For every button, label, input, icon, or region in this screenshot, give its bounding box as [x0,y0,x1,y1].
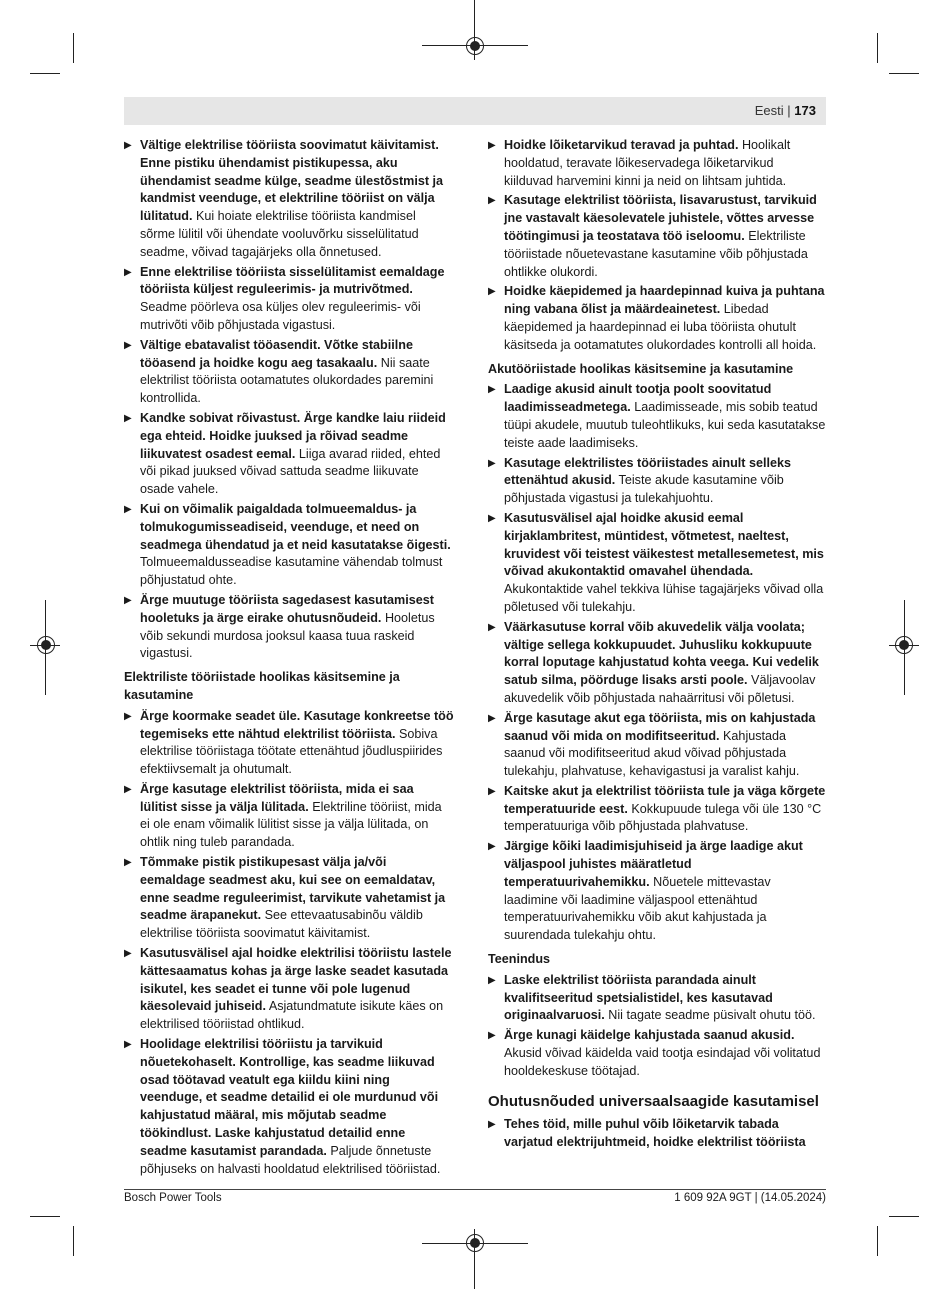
item-normal-text: Akusid võivad käidelda vaid tootja esindajad või volitatud hooldekeskuse töötajad. [504,1046,821,1078]
bullet-arrow-icon: ▶ [488,384,496,396]
item-normal-text: Nii tagate seadme püsivalt ohutu töö. [608,1008,816,1023]
item-bold-text: Hoidke käepidemed ja haardepinnad kuiva ja puhtana ning vabana õlist ja määrdeainetest. [504,284,825,317]
item-normal-text: Kokkupuude tulega või üle 130 °C temperatuuriga võib põhjustada plahvatuse. [504,801,822,834]
item-bold-text: Kasutage elektrilist tööriista, lisavarustust, tarvikuid jne vastavalt käesolevatele juhistele, võttes arvesse töötingimusi ja teostatava töö iseloomu. [504,193,817,243]
crop-mark [73,1226,74,1256]
item-normal-text: Hoolikalt hooldatud, teravate lõikeservadega lõiketarvikud kiilduvad harvemini kinni ja neid on lihtsam juhtida. [504,138,791,188]
bullet-arrow-icon: ▶ [124,339,132,351]
list-item [124,1036,454,1178]
list-item [488,838,826,945]
registration-mark-icon [895,636,913,654]
crop-mark [877,33,878,63]
list-item [488,283,826,354]
crop-mark [73,33,74,63]
footer-doc-number: 1 609 92A 9GT | (14.05.2024) [674,1192,826,1204]
list-item [124,854,454,943]
bullet-arrow-icon: ▶ [488,512,496,524]
item-bold-text: Kasutusvälisel ajal hoidke akusid eemal kirjaklambritest, müntidest, võtmetest, naeltest, kruvidest või teistest väikestest metallesemetest, mis võivad akukontaktid omavahel ühendada. [504,510,824,579]
item-bold-text: Ärge kasutage akut ega tööriista, mis on kahjustada saanud või mida on modifitseeritud. [504,710,816,743]
item-bold-text: Kasutusvälisel ajal hoidke elektrilisi tööriistu lastele kättesaamatus kohas ja ärge laske seadet kasutada isikutel, kes seadet ei tunne või pole lugenud käesolevaid juhiseid. [140,946,452,1014]
list-item [488,381,826,452]
item-normal-text: Kahjustada saanud või modifitseeritud akud võivad põhjustada tulekahju, plahvatuse, kehavigastusi ja varalist kahju. [504,728,800,779]
item-bold-text: Kaitske akut ja elektrilist tööriista tule ja väga kõrgete temperatuuride eest. [504,783,826,816]
bullet-arrow-icon: ▶ [488,974,496,986]
item-bold-text: Hoidke lõiketarvikud teravad ja puhtad. [504,138,739,152]
header-separator: | [787,103,791,118]
registration-mark-icon [37,636,55,654]
item-normal-text: Nii saate elektrilist tööriista ootamatutes olukordades paremini kontrollida. [140,355,434,406]
header-text [755,103,816,118]
crop-mark [889,1216,919,1217]
item-normal-text: Sobiva elektrilise tööriistaga töötate ettenähtud jõudluspiirides efektiivsemalt ja ohutumalt. [140,726,443,777]
item-bold-text: Kui on võimalik paigaldada tolmueemaldus- ja tolmukogumisseadiseid, veenduge, et need on seadmega ühendatud ja et neid kasutatakse õigesti. [140,501,451,552]
section-title: Teenindus [488,952,551,967]
item-normal-text: Laadimisseade, mis sobib teatud tüüpi akudele, muutub tuleohtlikuks, kui seda kasutatakse teiste aade laadimiseks. [504,400,826,450]
list-item [124,781,454,852]
bullet-arrow-icon: ▶ [124,948,132,960]
bullet-arrow-icon: ▶ [488,712,496,724]
item-bold-text: Järgige kõiki laadimisjuhiseid ja ärge laadige akut väljaspool juhistes määratletud temperatuurivahemikku. [504,839,803,889]
item-bold-text: Hoolidage elektrilisi tööriistu ja tarvikuid nõuetekohaselt. Kontrollige, kas seadme liikuvad osad töötavad veatult ega kiildu kiini ning veenduge, et seadme detailid ei ole murdunud või kahjustatud määral, mis mõjutab seadme töökindlust. Laske kahjustatud detailid enne seadme kasutamist parandada. [140,1037,439,1158]
list-item [488,455,826,508]
item-bold-text: Ärge kasutage elektrilist tööriista, mida ei saa lülitist sisse ja välja lülitada. [140,781,414,814]
item-bold-text: Kandke sobivat rõivastust. Ärge kandke laiu riideid ega ehteid. Hoidke juuksed ja rõivad seadme liikuvatest osadest eemal. [140,410,446,461]
list-item [124,410,454,499]
bullet-arrow-icon: ▶ [124,783,132,795]
list-item [124,264,454,335]
item-normal-text: Seadme pöörleva osa küljes olev reguleerimis- või mutrivõti võib põhjustada vigastusi. [140,300,421,332]
list-item [124,137,454,262]
subheading: Ohutusnõuded universaalsaagide kasutamisel [488,1092,819,1110]
bullet-arrow-icon: ▶ [124,412,132,424]
bullet-arrow-icon: ▶ [488,140,496,151]
registration-mark-icon [466,1234,484,1252]
list-item [488,972,826,1025]
item-normal-text: Asjatundmatute isikute käes on elektrilised tööriistad ohtlikud. [140,999,444,1032]
item-bold-text: Vältige elektrilise tööriista soovimatut käivitamist. Enne pistiku ühendamist pistikupessa, aku ühendamist seadme külge, seadme ülestõstmist ja kandmist veenduge, et elektriline tööriist on välja lülitatud. [140,138,444,224]
item-bold-text: Ärge muutuge tööriista sagedasest kasutamisest hooletuks ja ärge eirake ohutusnõudeid. [140,592,434,625]
item-normal-text: Libedad käepidemed ja haardepinnad ei luba tööriista ohutult käsitseda ja ootamatutes olukordades kontrolli all hoida. [504,302,817,352]
list-item [124,501,454,590]
list-item [488,1116,826,1152]
list-item [488,1027,826,1080]
item-normal-text: Akukontaktide vahel tekkiva lühise tagajärjeks võivad olla põletused või tulekahju. [504,582,824,614]
bullet-arrow-icon: ▶ [124,857,132,869]
item-bold-text: Kasutage elektrilistes tööriistades ainult selleks ettenähtud akusid. [504,455,791,488]
list-item [124,708,454,779]
bullet-arrow-icon: ▶ [488,195,496,207]
bullet-arrow-icon: ▶ [488,286,496,298]
bullet-arrow-icon: ▶ [488,1119,496,1131]
section-title: Akutööriistade hoolikas käsitsemine ja kasutamine [488,361,794,376]
item-normal-text: Elektriliste tööriistade nõuetevastane kasutamine võib põhjustada ohtlikke olukordi. [504,228,808,279]
item-bold-text: Tehes töid, mille puhul võib lõiketarvik tabada varjatud elektrijuhtmeid, hoidke elektrilist tööriista [504,1117,806,1150]
page-header [124,97,826,125]
bullet-arrow-icon: ▶ [124,710,132,722]
list-item [124,337,454,408]
item-bold-text: Enne elektrilise tööriista sisselülitamist eemaldage tööriista küljest reguleerimis- ja mutrivõtmed. [140,264,445,297]
item-bold-text: Laadige akusid ainult tootja poolt soovitatud laadimisseadmetega. [504,382,772,415]
crop-mark [889,73,919,74]
bullet-arrow-icon: ▶ [488,785,496,797]
bullet-arrow-icon: ▶ [488,457,496,469]
bullet-arrow-icon: ▶ [124,266,132,278]
item-normal-text: Elektriline tööriist, mida ei ole enam võimalik lülitist sisse ja välja lülitada, on ohtlik ning tuleb parandada. [140,799,442,850]
item-normal-text: See ettevaatusabinõu väldib elektrilise tööriista soovimatut käivitamist. [140,908,423,941]
item-normal-text: Paljude õnnetuste põhjuseks on halvasti hooldatud elektrilised tööriistad. [140,1143,441,1176]
bullet-arrow-icon: ▶ [124,503,132,515]
list-item [488,510,826,617]
list-item [488,710,826,781]
item-bold-text: Vältige ebatavalist tööasendit. Võtke stabiilne tööasend ja hoidke kogu aeg tasakaalu. [140,337,413,370]
bullet-arrow-icon: ▶ [124,1039,132,1051]
item-normal-text: Teiste akude kasutamine võib põhjustada vigastusi ja tulekahjuohtu. [504,473,784,506]
crop-mark [877,1226,878,1256]
footer-divider [124,1189,826,1190]
list-item [124,945,454,1034]
item-bold-text: Ärge kunagi käidelge kahjustada saanud akusid. [504,1028,795,1043]
list-item [488,192,826,281]
item-normal-text: Nõuetele mittevastav laadimine või laadimine väljaspool ettenähtud temperatuurivahemikku võib akut kahjustada ja suurendada tulekahju ohtu. [504,874,771,943]
crop-mark [30,73,60,74]
item-bold-text: Väärkasutuse korral võib akuvedelik välja voolata; vältige sellega kokkupuudet. Juhusliku kokkupuute korral loputage kahjustatud kohta veega. Kui vedelik satub silma, pöörduge lisaks arsti poole. [504,619,819,688]
bullet-arrow-icon: ▶ [124,140,132,151]
section-title: Elektriliste tööriistade hoolikas käsitsemine ja kasutamine [124,670,400,702]
list-item [488,783,826,836]
item-normal-text: Hooletus võib sekundi murdosa jooksul kaasa tuua raskeid vigastusi. [140,610,435,661]
bullet-arrow-icon: ▶ [488,621,496,633]
item-normal-text: Kui hoiate elektrilise tööriista kandmisel sõrme lülitil või ühendate vooluvõrku sisselülitatud seadme, võivad tagajärjeks olla õnnetused. [140,209,419,259]
item-bold-text: Laske elektrilist tööriista parandada ainult kvalifitseeritud spetsialistidel, kes kasutavad originaalvaruosi. [504,972,773,1023]
item-normal-text: Väljavoolav akuvedelik võib põhjustada nahaärritusi või põletusi. [504,673,816,705]
list-item [488,619,826,708]
item-normal-text: Tolmueemaldusseadise kasutamine vähendab tolmust põhjustatud ohte. [140,555,443,588]
list-item [124,592,454,663]
registration-mark-icon [466,37,484,55]
bullet-arrow-icon: ▶ [488,1030,496,1042]
crop-mark [30,1216,60,1217]
item-bold-text: Tõmmake pistik pistikupesast välja ja/või eemaldage seadmest aku, kui see on eemaldatav, enne seadme reguleerimist, tarvikute vahetamist ja seadme ärapanekut. [140,855,446,923]
list-item [488,137,826,190]
bullet-arrow-icon: ▶ [124,594,132,606]
item-bold-text: Ärge koormake seadet üle. Kasutage konkreetse töö tegemiseks ette nähtud elektrilist tööriista. [140,708,454,741]
footer-brand: Bosch Power Tools [124,1192,222,1204]
bullet-arrow-icon: ▶ [488,841,496,853]
header-language: Eesti [754,103,784,118]
right-column [488,137,826,1154]
page-number: 173 [794,103,816,118]
left-column [124,137,454,1180]
item-normal-text: Liiga avarad riided, ehted või pikad juuksed võivad sattuda seadme liikuvate osade vahele. [140,446,441,497]
